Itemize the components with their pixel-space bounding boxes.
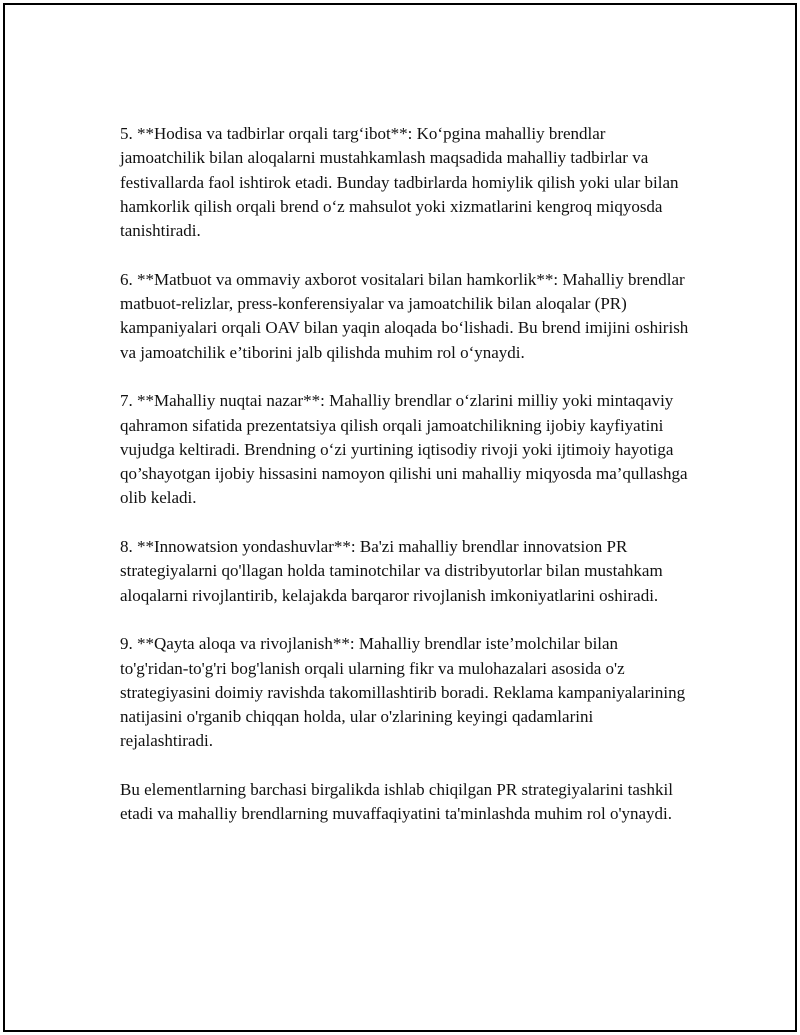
document-page — [3, 3, 797, 1032]
paragraph-mahalliy-nuqtai-nazar: 7. **Mahalliy nuqtai nazar**: Mahalliy brendlar o‘zlarini milliy yoki mintaqaviy qahramon sifatida prezentatsiya qilish orqali jamoatchilikning ijobiy kayfiyatini vujudga keltiradi. Brendning o‘zi yurtining iqtisodiy rivoji yoki ijtimoiy hayotiga qo’shayotgan ijobiy hissasini namoyon qilishi uni mahalliy miqyosda ma’qullashga olib keladi. — [120, 391, 688, 508]
paragraph-hodisa-tadbirlar: 5. **Hodisa va tadbirlar orqali targ‘ibot**: Ko‘pgina mahalliy brendlar jamoatchilik bilan aloqalarni mustahkamlash maqsadida mahalliy tadbirlar va festivallarda faol ishtirok etadi. Bunday tadbirlarda homiylik qilish yoki ular bilan hamkorlik qilish orqali brend o‘z mahsulot yoki xizmatlarini kengroq miqyosda tanishtiradi. — [120, 124, 679, 241]
paragraph-conclusion: Bu elementlarning barchasi birgalikda ishlab chiqilgan PR strategiyalarini tashkil etadi va mahalliy brendlarning muvaffaqiyatini ta'minlashda muhim rol o'ynaydi. — [120, 780, 673, 824]
document-body — [120, 122, 690, 851]
paragraph-innowatsion-yondashuvlar: 8. **Innowatsion yondashuvlar**: Ba'zi mahalliy brendlar innovatsion PR strategiyalarni qo'llagan holda taminotchilar va distribyutorlar bilan mustahkam aloqalarni rivojlantirib, kelajakda barqaror rivojlanish imkoniyatlarini oshiradi. — [120, 537, 663, 605]
paragraph-matbuot-hamkorlik: 6. **Matbuot va ommaviy axborot vositalari bilan hamkorlik**: Mahalliy brendlar matbuot-relizlar, press-konferensiyalar va jamoatchilik bilan aloqalar (PR) kampaniyalari orqali OAV bilan yaqin aloqada bo‘lishadi. Bu brend imijini oshirish va jamoatchilik e’tiborini jalb qilishda muhim rol o‘ynaydi. — [120, 269, 689, 362]
paragraph-qayta-aloqa: 9. **Qayta aloqa va rivojlanish**: Mahalliy brendlar iste’molchilar bilan to'g'ridan-to'g'ri bog'lanish orqali ularning fikr va mulohazalari asosida o'z strategiyasini doimiy ravishda takomillashtirib boradi. Reklama kampaniyalarining natijasini o'rganib chiqqan holda, ular o'zlarining keyingi qadamlarini rejalashtiradi. — [120, 634, 686, 751]
